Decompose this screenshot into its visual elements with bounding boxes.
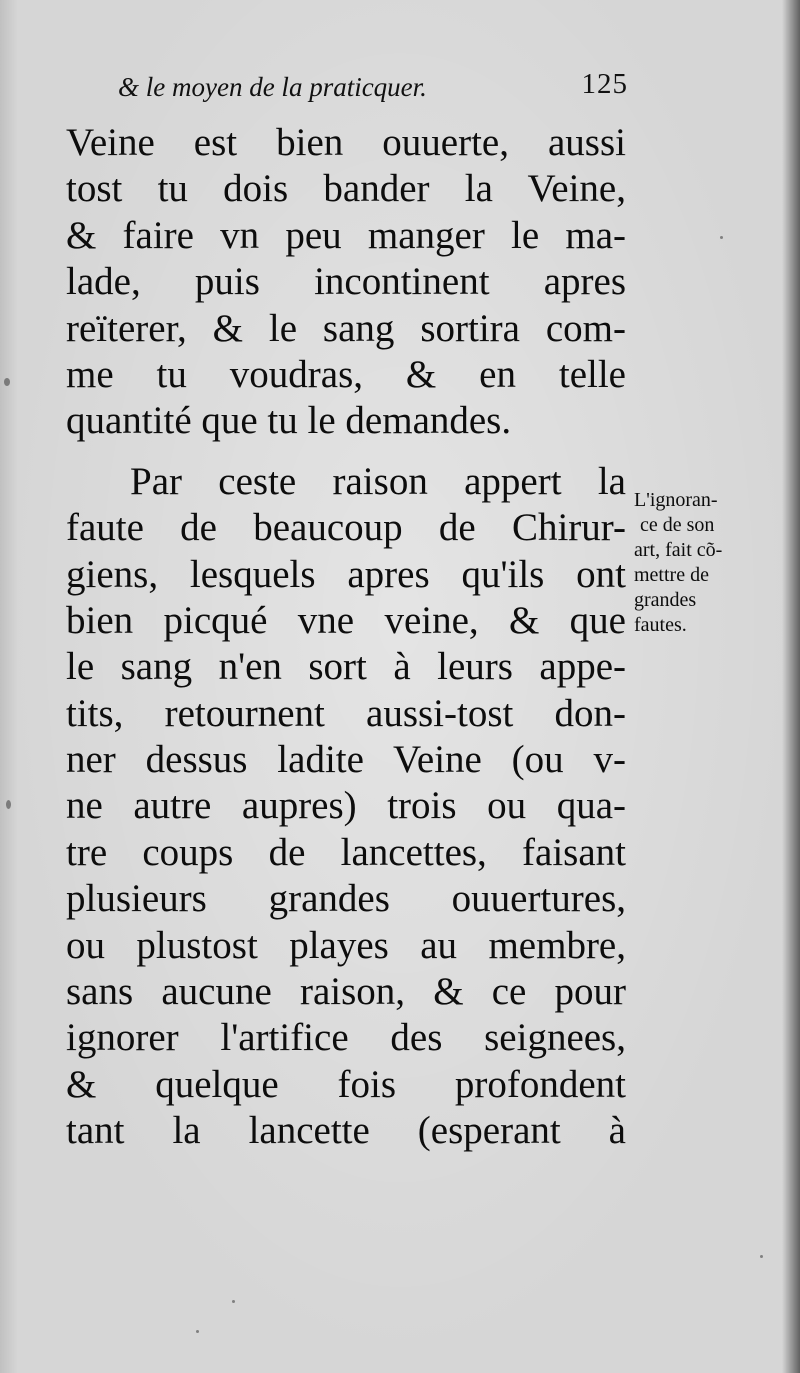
text-line: ne autre aupres) trois ou qua- xyxy=(66,784,626,828)
margin-note-line: ce de son xyxy=(640,514,715,536)
text-line: bien picqué vne veine, & que xyxy=(66,598,626,642)
text-line: Veine est bien ouuerte, aussi xyxy=(66,121,626,164)
margin-note-line: grandes xyxy=(634,589,697,611)
paragraph-start-line: Par ceste raison appert la xyxy=(130,459,626,503)
text-line: & quelque fois profondent xyxy=(66,1062,626,1106)
text-line: ignorer l'artifice des seignees, xyxy=(66,1016,626,1060)
text-line: me tu voudras, & en telle xyxy=(66,352,626,396)
body-text xyxy=(66,120,626,1155)
paper-speck xyxy=(720,236,723,239)
margin-note-line: mettre de xyxy=(634,564,709,586)
text-line: ner dessus ladite Veine (ou v- xyxy=(66,738,626,782)
margin-note xyxy=(634,488,784,638)
margin-note-line: fautes. xyxy=(634,614,687,636)
text-line: & faire vn peu manger le ma- xyxy=(66,213,626,257)
running-head xyxy=(118,66,628,112)
text-line: le sang n'en sort à leurs appe- xyxy=(66,645,626,689)
text-line: giens, lesquels apres qu'ils ont xyxy=(66,552,626,596)
text-line: plusieurs grandes ouuertures, xyxy=(66,877,626,921)
paper-speck xyxy=(196,1330,199,1333)
page-number: 125 xyxy=(581,68,628,100)
text-line: sans aucune raison, & ce pour xyxy=(66,970,626,1014)
running-title: & le moyen de la praticquer. xyxy=(118,72,427,102)
text-line: quantité que tu le demandes. xyxy=(66,399,512,443)
paper-speck xyxy=(6,800,11,809)
margin-note-line: art, fait cõ- xyxy=(634,539,723,561)
page-edge-shadow xyxy=(782,0,800,1373)
text-line: ou plustost playes au membre, xyxy=(66,923,626,967)
paper-speck xyxy=(232,1300,235,1303)
paper-speck xyxy=(760,1255,763,1258)
text-line: lade, puis incontinent apres xyxy=(66,260,626,304)
text-line: tost tu dois bander la Veine, xyxy=(66,167,626,211)
text-line: faute de beaucoup de Chirur- xyxy=(66,506,626,550)
text-line: tant la lancette (esperant à xyxy=(66,1109,626,1153)
paper-speck xyxy=(4,378,10,386)
text-line: tits, retournent aussi-tost don- xyxy=(66,691,626,735)
text-line: reïterer, & le sang sortira com- xyxy=(66,306,626,350)
text-line: tre coups de lancettes, faisant xyxy=(66,830,626,874)
margin-note-line: L'ignoran- xyxy=(634,489,718,511)
